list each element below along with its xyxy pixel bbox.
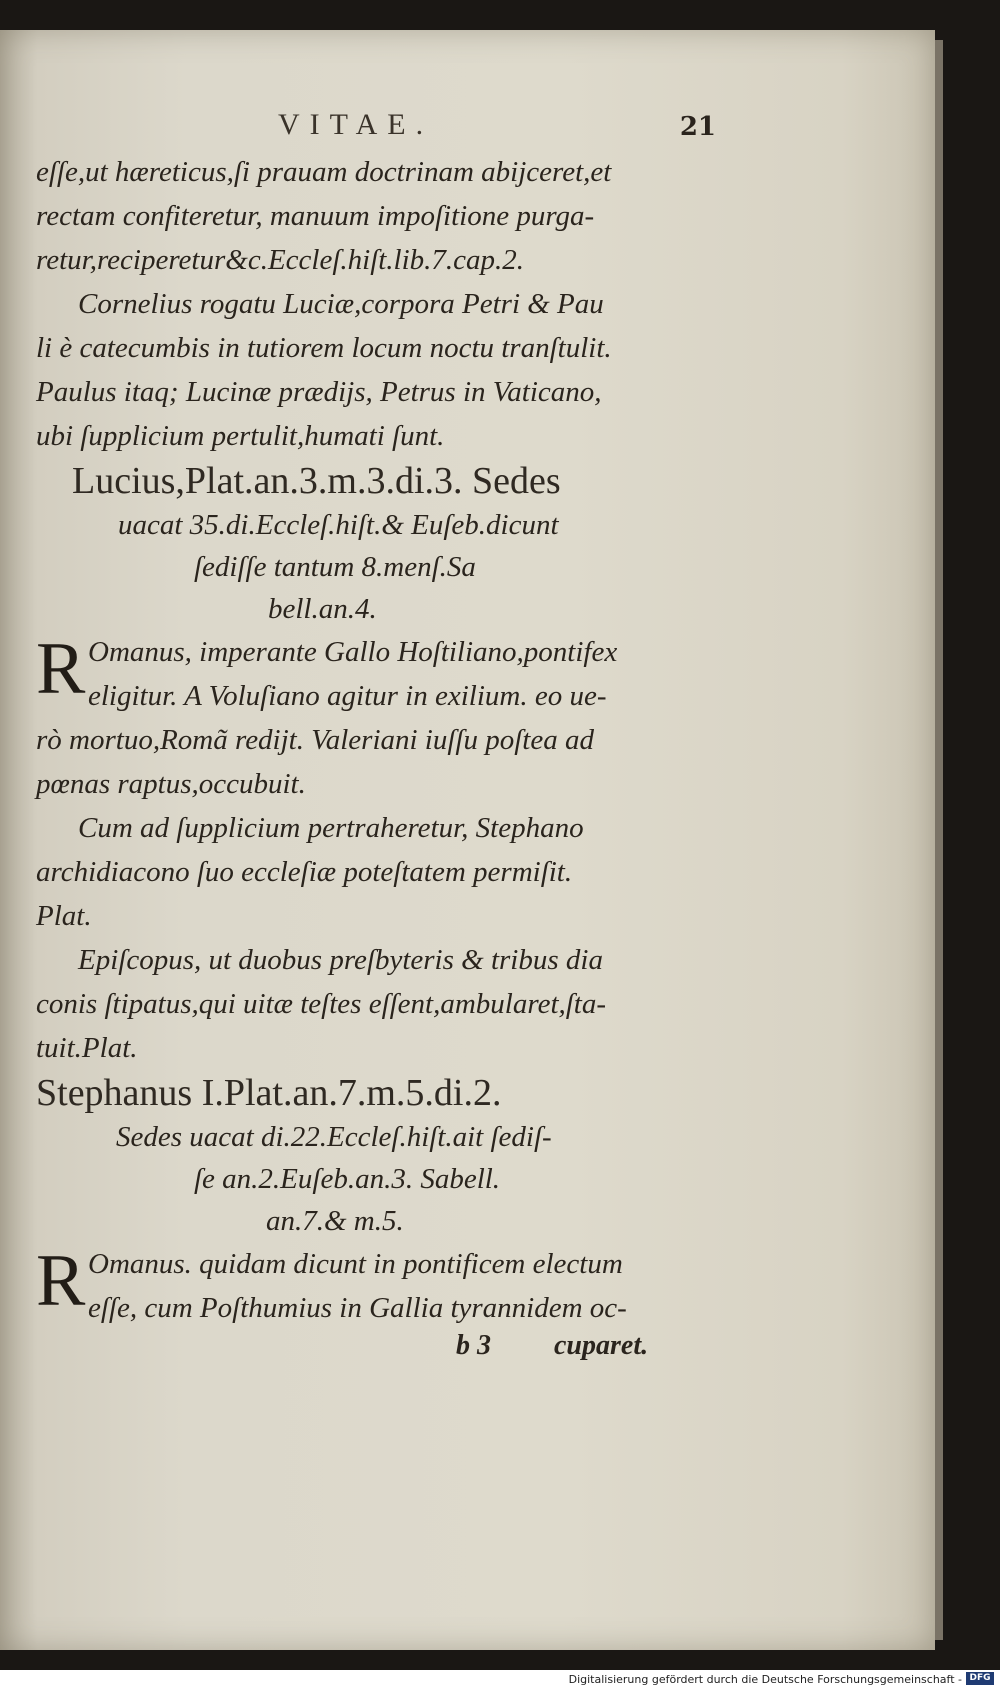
- heading-note: uacat 35.di.Eccleſ.hiſt.& Euſeb.dicunt: [118, 509, 559, 541]
- text-line: Plat.: [36, 900, 92, 932]
- text-line: Paulus itaq; Lucinæ prædijs, Petrus in Vaticano,: [36, 376, 602, 408]
- heading-note: ſediſſe tantum 8.menſ.Sa: [194, 551, 476, 583]
- dfg-logo: DFG: [966, 1672, 994, 1685]
- pope-heading: Stephanus I.Plat.an.7.m.5.di.2.: [36, 1072, 502, 1114]
- text-line: ubi ſupplicium pertulit,humati ſunt.: [36, 420, 445, 452]
- page-footer: [36, 1330, 716, 1374]
- text-line: rò mortuo,Romã rediјt. Valeriani iuſſu poſtea ad: [36, 724, 594, 756]
- running-head: [36, 108, 716, 150]
- heading-note: ſe an.2.Euſeb.an.3. Sabell.: [194, 1163, 501, 1195]
- digitization-credit: Digitalisierung gefördert durch die Deutsche Forschungsgemeinschaft -: [568, 1673, 962, 1686]
- heading-note: an.7.& m.5.: [266, 1205, 404, 1237]
- text-line: Omanus, imperante Gallo Hoſtiliano,pontifex: [88, 636, 618, 668]
- text-line: eligitur. A Voluſiano agitur in exilium. eo ue-: [88, 680, 607, 712]
- dropcap-letter: R: [36, 628, 86, 710]
- dropcap-paragraph: [36, 630, 716, 718]
- pope-heading: Lucius,Plat.an.3.m.3.di.3. Sedes: [72, 460, 561, 502]
- text-line: Omanus. quidam dicunt in pontificem electum: [88, 1248, 623, 1280]
- text-line: rectam confiteretur, manuum impoſitione purga-: [36, 200, 595, 232]
- text-line: li è catecumbis in tutiorem locum noctu tranſtulit.: [36, 332, 612, 364]
- catchword: cuparet.: [554, 1330, 649, 1361]
- text-line: tuit.Plat.: [36, 1032, 138, 1064]
- text-line: Epiſcopus, ut duobus preſbyteris & tribus dia: [78, 944, 603, 976]
- text-line: Cornelius rogatu Luciæ,corpora Petri & Pau: [78, 288, 604, 320]
- text-line: archidiacono ſuo eccleſiæ poteſtatem permiſit.: [36, 856, 573, 888]
- heading-note: bell.an.4.: [268, 593, 377, 625]
- text-line: eſſe,ut hæreticus,ſi prauam doctrinam abijceret,et: [36, 156, 612, 188]
- dropcap-paragraph: [36, 1242, 716, 1330]
- page-edge: [935, 40, 943, 1640]
- signature-mark: b 3: [456, 1330, 491, 1361]
- body-text: [36, 150, 716, 1330]
- running-title: VITAE.: [278, 108, 434, 141]
- page-number: 21: [679, 112, 716, 142]
- heading-note: Sedes uacat di.22.Eccleſ.hiſt.ait ſediſ-: [116, 1121, 552, 1153]
- text-line: Cum ad ſupplicium pertraheretur, Stephano: [78, 812, 584, 844]
- text-line: eſſe, cum Poſthumius in Gallia tyrannidem oc-: [88, 1292, 627, 1324]
- dropcap-letter: R: [36, 1240, 86, 1322]
- text-line: retur,reciperetur&c.Eccleſ.hiſt.lib.7.cap.2.: [36, 244, 525, 276]
- text-line: conis ſtipatus,qui uitæ teſtes eſſent,ambularet,ſta-: [36, 988, 607, 1020]
- text-line: pœnas raptus,occubuit.: [36, 768, 306, 800]
- text-block: [36, 108, 716, 1374]
